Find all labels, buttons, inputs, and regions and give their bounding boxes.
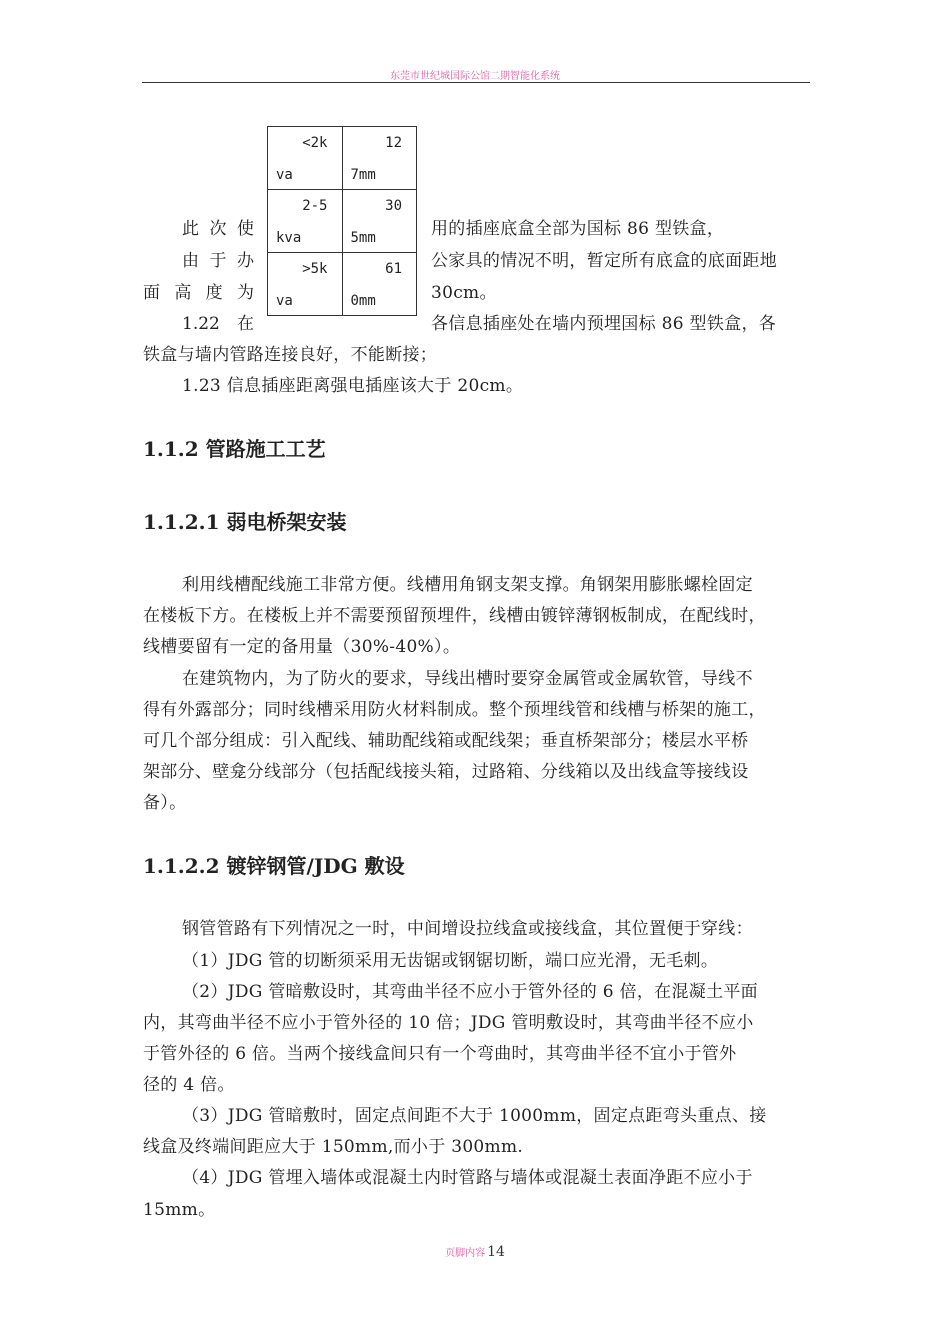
header-divider: [142, 82, 810, 83]
page-header-title: 东莞市世纪城国际公馆二期智能化系统: [390, 71, 560, 82]
cell-text: 12: [385, 135, 402, 151]
cell-text: >5k: [302, 261, 328, 277]
cell-text: va: [276, 167, 293, 183]
body-text: 度: [205, 283, 223, 303]
intro-line-2-left: [182, 250, 254, 272]
body-text: 为: [236, 283, 254, 303]
intro-line-5: 铁盒与墙内管路连接良好，不能断接；: [143, 345, 438, 365]
intro-line-4-left: [182, 313, 254, 335]
intro-line-4-right: 各信息插座处在墙内预埋国标 86 型铁盒，各: [431, 314, 777, 334]
table-cell: [342, 127, 417, 190]
body-text: 在: [237, 314, 254, 334]
paragraph-line: 线盒及终端间距应大于 150mm,而小于 300mm.: [143, 1137, 524, 1157]
intro-line-3-left: [143, 282, 254, 304]
body-text: 此: [182, 219, 199, 239]
paragraph-line: （2）JDG 管暗敷设时，其弯曲半径不应小于管外径的 6 倍，在混凝土平面: [182, 982, 758, 1002]
paragraph-line: 于管外径的 6 倍。当两个接线盒间只有一个弯曲时，其弯曲半径不宜小于管外: [143, 1044, 737, 1064]
cell-text: va: [276, 293, 293, 309]
footer-label: 页脚内容: [445, 1248, 486, 1259]
table-cell: [268, 253, 343, 316]
table-row: [268, 190, 417, 253]
body-text: 1.22: [182, 314, 220, 334]
paragraph-line: 备）。: [143, 793, 187, 813]
intro-line-2-right: 公家具的情况不明，暂定所有底盒的底面距地: [431, 251, 777, 271]
table-cell: [342, 190, 417, 253]
section-heading-1-1-2: 1.1.2 管路施工工艺: [143, 437, 326, 461]
page-number: 14: [487, 1244, 505, 1260]
intro-line-1-right: 用的插座底盒全部为国标 86 型铁盒，: [431, 219, 725, 239]
paragraph-line: 在建筑物内，为了防火的要求，导线出槽时要穿金属管或金属软管，导线不: [182, 669, 753, 689]
section-heading-1-1-2-1: 1.1.2.1 弱电桥架安装: [143, 510, 347, 534]
paragraph-line: 可几个部分组成：引入配线、辅助配线箱或配线架；垂直桥架部分；楼层水平桥: [143, 731, 749, 751]
table-cell: [268, 190, 343, 253]
cell-text: 61: [385, 261, 402, 277]
body-text: 高: [174, 283, 192, 303]
body-text: 次: [209, 219, 227, 239]
intro-line-6: 1.23 信息插座距离强电插座该大于 20cm。: [182, 376, 524, 396]
table-row: [268, 127, 417, 190]
paragraph-line: （4）JDG 管埋入墙体或混凝土内时管路与墙体或混凝土表面净距不应小于: [182, 1168, 753, 1188]
intro-line-3-right: 30cm。: [431, 283, 497, 303]
paragraph-line: 钢管管路有下列情况之一时，中间增设拉线盒或接线盒，其位置便于穿线：: [182, 919, 753, 939]
cell-text: 5mm: [350, 230, 376, 246]
body-text: 使: [237, 219, 254, 239]
paragraph-line: 得有外露部分；同时线槽采用防火材料制成。整个预埋线管和线槽与桥架的施工，: [143, 700, 766, 720]
section-heading-1-1-2-2: 1.1.2.2 镀锌钢管/JDG 敷设: [143, 854, 405, 878]
paragraph-line: 径的 4 倍。: [143, 1075, 235, 1095]
paragraph-line: （1）JDG 管的切断须采用无齿锯或钢锯切断，端口应光滑，无毛刺。: [182, 951, 719, 971]
cell-text: 2-5: [302, 198, 328, 214]
cell-text: <2k: [302, 135, 328, 151]
cell-text: 7mm: [350, 167, 376, 183]
body-text: 由: [182, 251, 199, 271]
paragraph-line: 线槽要留有一定的备用量（30%-40%）。: [143, 637, 461, 657]
table-row: [268, 253, 417, 316]
table-cell: [342, 253, 417, 316]
page-footer: [0, 1241, 950, 1260]
table-cell: [268, 127, 343, 190]
body-text: 于: [209, 251, 227, 271]
intro-line-1-left: [182, 218, 254, 240]
paragraph-line: 在楼板下方。在楼板上并不需要预留预埋件，线槽由镀锌薄钢板制成，在配线时，: [143, 606, 766, 626]
cell-text: 0mm: [350, 293, 376, 309]
paragraph-line: 内，其弯曲半径不应小于管外径的 10 倍；JDG 管明敷设时，其弯曲半径不应小: [143, 1013, 754, 1033]
cell-text: 30: [385, 198, 402, 214]
body-text: 面: [143, 283, 160, 303]
rating-table: [267, 126, 417, 316]
paragraph-line: （3）JDG 管暗敷时，固定点间距不大于 1000mm，固定点距弯头重点、接: [182, 1106, 767, 1126]
paragraph-line: 15mm。: [143, 1200, 216, 1220]
paragraph-line: 利用线槽配线施工非常方便。线槽用角钢支架支撑。角钢架用膨胀螺栓固定: [182, 575, 753, 595]
paragraph-line: 架部分、壁龛分线部分（包括配线接头箱，过路箱、分线箱以及出线盒等接线设: [143, 762, 749, 782]
cell-text: kva: [276, 230, 302, 246]
body-text: 办: [237, 251, 254, 271]
